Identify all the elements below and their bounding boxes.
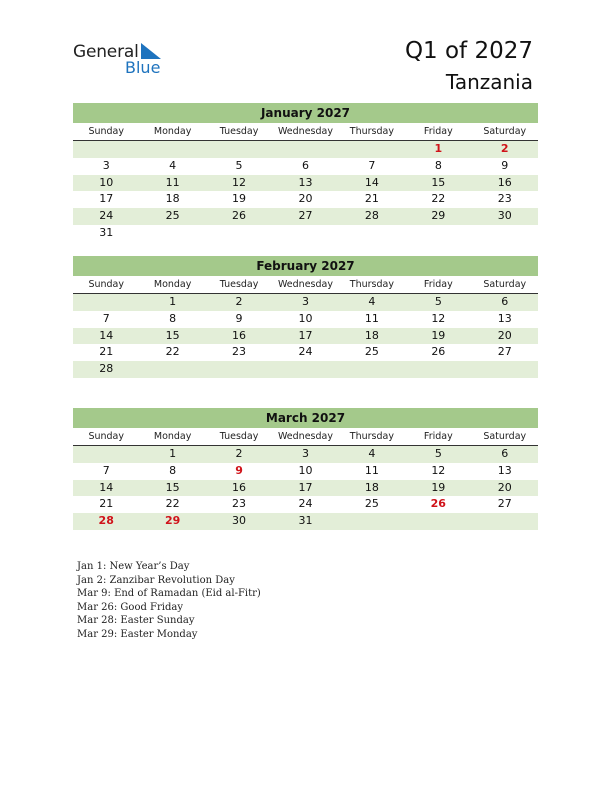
day-cell: 6 [501, 295, 509, 308]
day-cell: 23 [497, 192, 512, 206]
day-cell [472, 513, 538, 530]
day-cell [339, 141, 405, 158]
day-cell: 17 [298, 480, 313, 494]
day-cell: 5 [235, 158, 243, 172]
day-cell: 20 [497, 480, 512, 494]
holiday-day-cell: 2 [500, 142, 509, 155]
day-cell [472, 225, 538, 242]
weekday-label: Thursday [349, 126, 394, 137]
holiday-day-cell: 29 [164, 514, 181, 528]
week-row [73, 191, 538, 208]
day-cell: 22 [165, 497, 180, 511]
day-cell: 30 [232, 514, 247, 528]
day-cell: 25 [165, 209, 180, 223]
day-cell: 24 [99, 209, 114, 223]
day-cell: 21 [99, 345, 114, 359]
day-cell [139, 225, 205, 242]
day-cell: 5 [434, 447, 442, 460]
day-cell [206, 225, 272, 242]
day-cell: 17 [99, 192, 114, 206]
week-row [73, 175, 538, 192]
day-cell: 25 [364, 497, 379, 511]
day-cell: 3 [102, 158, 110, 172]
weekday-label: Thursday [349, 279, 394, 290]
holiday-note: Jan 1: New Year’s Day [77, 561, 190, 572]
day-cell: 8 [434, 158, 442, 172]
day-cell: 21 [99, 497, 114, 511]
week-row [73, 480, 538, 497]
day-cell [339, 513, 405, 530]
day-cell [139, 141, 205, 158]
day-cell: 19 [232, 192, 247, 206]
day-cell: 2 [235, 295, 243, 308]
day-cell [339, 361, 405, 378]
day-cell: 18 [165, 192, 180, 206]
day-cell: 1 [169, 295, 177, 308]
day-cell: 22 [165, 345, 180, 359]
day-cell: 2 [235, 447, 243, 460]
day-cell [73, 446, 139, 463]
day-cell: 12 [431, 463, 446, 477]
day-cell: 4 [368, 447, 376, 460]
day-cell: 25 [364, 345, 379, 359]
day-cell: 16 [232, 480, 247, 494]
weekday-label: Saturday [483, 431, 527, 442]
day-cell: 15 [165, 328, 180, 342]
day-cell: 5 [434, 295, 442, 308]
week-row [73, 513, 538, 530]
day-cell: 18 [364, 480, 379, 494]
day-cell: 16 [232, 328, 247, 342]
month-march [73, 408, 538, 530]
weekday-label: Tuesday [219, 279, 259, 290]
day-cell: 22 [431, 192, 446, 206]
weekday-label: Friday [423, 279, 453, 290]
weekday-label: Sunday [88, 279, 124, 290]
day-cell [339, 225, 405, 242]
day-cell [272, 141, 338, 158]
month-title: February 2027 [73, 256, 538, 276]
day-cell: 28 [364, 209, 379, 223]
holiday-note: Mar 29: Easter Monday [77, 628, 198, 640]
weekday-label: Sunday [88, 431, 124, 442]
day-cell: 1 [169, 447, 177, 460]
day-cell: 11 [165, 175, 180, 189]
day-cell: 9 [235, 311, 243, 325]
day-cell: 3 [301, 295, 309, 308]
week-row [73, 446, 538, 463]
day-cell: 23 [232, 497, 247, 511]
day-cell: 10 [298, 463, 313, 477]
day-cell [405, 513, 471, 530]
day-cell: 7 [368, 158, 376, 172]
day-cell: 19 [431, 328, 446, 342]
week-row [73, 463, 538, 480]
weekday-header-row [73, 123, 538, 141]
day-cell: 13 [298, 175, 313, 189]
day-cell: 18 [364, 328, 379, 342]
day-cell [206, 141, 272, 158]
month-january [73, 103, 538, 242]
week-row [73, 328, 538, 345]
weekday-header-row [73, 428, 538, 446]
weekday-label: Friday [423, 126, 453, 137]
month-february [73, 256, 538, 378]
holiday-day-cell: 1 [434, 142, 443, 155]
day-cell: 27 [497, 497, 512, 511]
week-row [73, 496, 538, 513]
weekday-label: Monday [153, 431, 192, 442]
day-cell: 27 [298, 209, 313, 223]
week-row [73, 208, 538, 225]
day-cell: 11 [364, 463, 379, 477]
weekday-label: Wednesday [277, 126, 333, 137]
week-row [73, 158, 538, 175]
day-cell: 6 [301, 158, 309, 172]
holiday-day-cell: 9 [235, 463, 243, 477]
weekday-label: Monday [153, 126, 192, 137]
weekday-label: Friday [423, 431, 453, 442]
day-cell: 20 [497, 328, 512, 342]
day-cell: 7 [102, 463, 110, 477]
day-cell: 3 [301, 447, 309, 460]
day-cell: 15 [165, 480, 180, 494]
weekday-label: Tuesday [219, 126, 259, 137]
day-cell: 30 [497, 209, 512, 223]
day-cell: 11 [364, 311, 379, 325]
day-cell: 12 [431, 311, 446, 325]
weekday-label: Monday [153, 279, 192, 290]
weekday-label: Thursday [349, 431, 394, 442]
day-cell: 7 [102, 311, 110, 325]
day-cell [472, 361, 538, 378]
weekday-label: Tuesday [219, 431, 259, 442]
day-cell: 31 [99, 225, 114, 239]
week-row [73, 344, 538, 361]
day-cell: 8 [169, 311, 177, 325]
day-cell: 13 [497, 311, 512, 325]
logo-blue-text: Blue [125, 58, 161, 77]
day-cell: 10 [298, 311, 313, 325]
day-cell: 14 [364, 175, 379, 189]
day-cell: 24 [298, 345, 313, 359]
day-cell: 10 [99, 175, 114, 189]
day-cell: 9 [501, 158, 509, 172]
page-title: Q1 of 2027 [404, 38, 533, 64]
country-name: Tanzania [445, 70, 533, 94]
holiday-note: Mar 9: End of Ramadan (Eid al-Fitr) [77, 588, 261, 599]
month-title: January 2027 [73, 103, 538, 123]
logo-general-text: General [73, 42, 139, 62]
week-row [73, 361, 538, 378]
holiday-note: Jan 2: Zanzibar Revolution Day [77, 574, 235, 586]
day-cell: 21 [364, 192, 379, 206]
day-cell: 6 [501, 447, 509, 460]
holiday-note: Mar 28: Easter Sunday [77, 615, 195, 626]
day-cell [73, 141, 139, 158]
week-row [73, 141, 538, 158]
day-cell: 29 [431, 209, 446, 223]
day-cell [272, 225, 338, 242]
week-row [73, 225, 538, 242]
holiday-day-cell: 28 [98, 514, 114, 528]
holiday-note: Mar 26: Good Friday [77, 601, 183, 613]
day-cell: 15 [431, 175, 446, 189]
day-cell: 20 [298, 192, 313, 206]
day-cell: 12 [232, 175, 247, 189]
day-cell: 16 [497, 175, 512, 189]
weekday-label: Wednesday [277, 431, 333, 442]
week-row [73, 294, 538, 311]
day-cell: 26 [232, 209, 247, 223]
holiday-list [77, 560, 261, 641]
day-cell: 17 [298, 328, 313, 342]
day-cell: 24 [298, 497, 313, 511]
month-title: March 2027 [73, 408, 538, 428]
day-cell [405, 361, 471, 378]
day-cell [206, 361, 272, 378]
day-cell: 26 [431, 345, 446, 359]
day-cell [405, 225, 471, 242]
weekday-label: Saturday [483, 126, 527, 137]
weekday-label: Wednesday [277, 279, 333, 290]
day-cell: 27 [497, 345, 512, 359]
day-cell: 13 [497, 463, 512, 477]
day-cell [139, 361, 205, 378]
day-cell: 14 [99, 328, 114, 342]
weekday-header-row [73, 276, 538, 294]
day-cell [272, 361, 338, 378]
day-cell: 14 [99, 480, 114, 494]
day-cell: 23 [232, 345, 247, 359]
day-cell: 31 [298, 514, 313, 528]
weekday-label: Saturday [483, 279, 527, 290]
day-cell: 8 [169, 463, 177, 477]
day-cell: 4 [368, 295, 376, 308]
weekday-label: Sunday [88, 126, 124, 137]
logo [73, 40, 173, 80]
day-cell: 28 [99, 362, 114, 376]
holiday-day-cell: 26 [430, 497, 446, 511]
week-row [73, 311, 538, 328]
day-cell [73, 294, 139, 311]
day-cell: 4 [169, 158, 177, 172]
day-cell: 19 [431, 480, 446, 494]
